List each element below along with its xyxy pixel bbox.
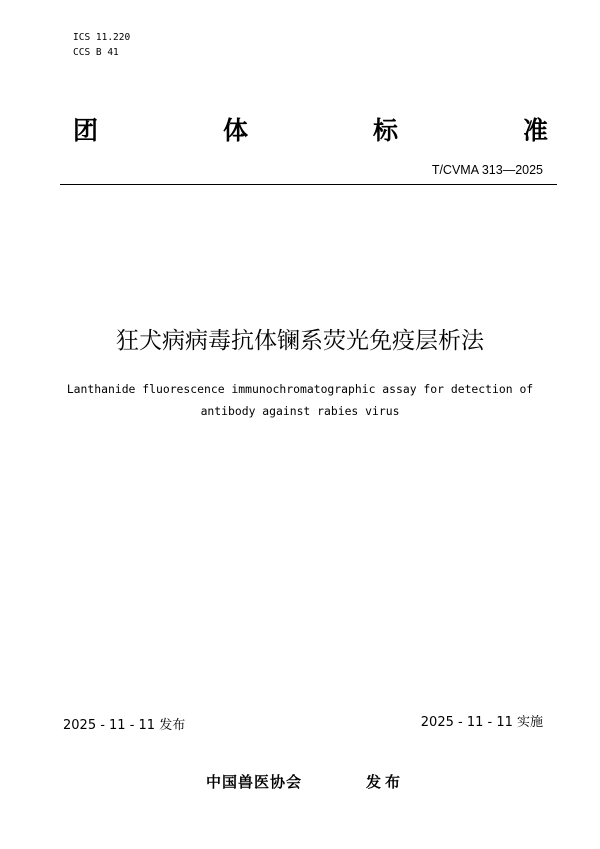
header-divider bbox=[60, 184, 557, 185]
ics-code: ICS 11.220 bbox=[73, 32, 131, 43]
ccs-code: CCS B 41 bbox=[73, 47, 119, 58]
standard-number: T/CVMA 313—2025 bbox=[431, 163, 543, 177]
issuer-name: 中国兽医协会 bbox=[206, 773, 303, 791]
doc-type-char-1: 团 bbox=[73, 116, 99, 145]
title-english-line-2: antibody against rabies virus bbox=[200, 404, 400, 418]
implementation-date: 2025 - 11 - 11 实施 bbox=[420, 715, 543, 730]
title-english bbox=[30, 378, 570, 422]
issuer-action: 发布 bbox=[366, 773, 405, 791]
doc-type-char-3: 标 bbox=[372, 116, 398, 145]
issue-date: 2025 - 11 - 11 发布 bbox=[63, 718, 186, 733]
doc-type-char-2: 体 bbox=[222, 116, 248, 145]
issuer-line bbox=[0, 771, 600, 793]
doc-type-char-4: 准 bbox=[522, 116, 548, 145]
title-english-line-1: Lanthanide fluorescence immunochromatographic assay for detection of bbox=[66, 382, 534, 396]
document-type-heading bbox=[73, 114, 548, 148]
title-chinese: 狂犬病病毒抗体镧系荧光免疫层析法 bbox=[116, 328, 484, 354]
classification-codes bbox=[73, 30, 130, 60]
